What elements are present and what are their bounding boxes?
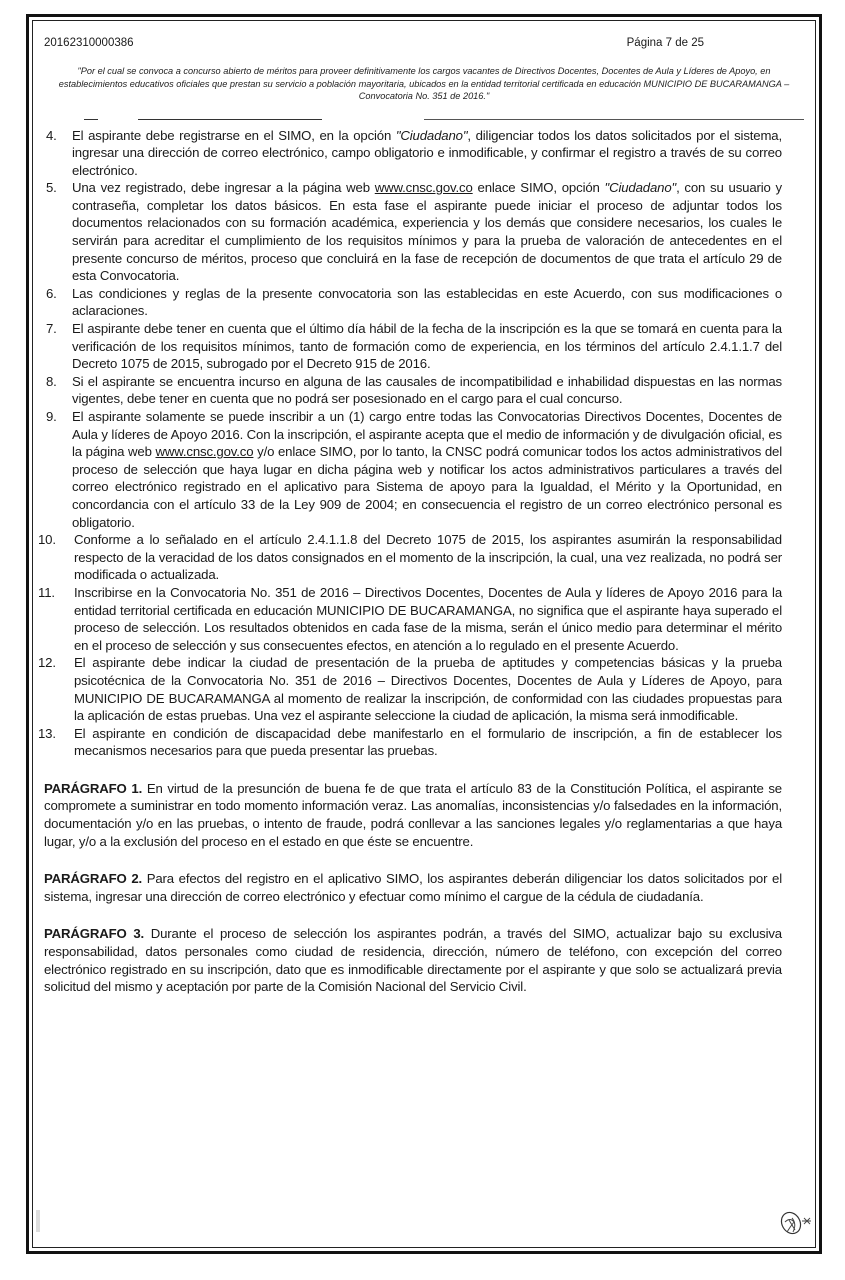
list-item (38, 531, 782, 584)
list-item-number: 5. (46, 180, 57, 196)
list-item (44, 373, 782, 408)
paragraph-3 (44, 925, 782, 995)
list-item (44, 320, 782, 373)
list-item-number: 4. (46, 127, 57, 143)
item-text: y/o enlace SIMO, por lo tanto, la CNSC podrá comunicar todos los actos administrativos del proceso de selección que haya lugar en dicha página web y notificar los actos administrativos particulares a través del correo electrónico registrado en el aplicativo para Sistema de apoyo para la Igualdad, el Mérito y la Oportunidad, en concordancia con el artículo 33 de la Ley 909 de 2004; en consecuencia el registro de un correo electrónico personal es obligatorio. (72, 444, 782, 530)
cnsc-website-link[interactable]: www.cnsc.gov.co (155, 444, 254, 460)
paragraph-label: PARÁGRAFO 2. (44, 871, 143, 887)
scan-margin-mark (36, 1210, 40, 1232)
item-text: Si el aspirante se encuentra incurso en alguna de las causales de incompatibilidad e inhabilidad dispuestas en las normas vigentes, debe tener en cuenta que no podrá ser posesionado en el cargo para el cual concurso. (72, 373, 782, 407)
paragraph-label: PARÁGRAFO 3. (44, 926, 145, 942)
list-item-number: 6. (46, 285, 57, 301)
list-item (44, 179, 782, 285)
numbered-list (38, 127, 804, 760)
item-text: Conforme a lo señalado en el artículo 2.4.1.1.8 del Decreto 1075 de 2015, los aspirantes asumirán la responsabilidad respecto de la veracidad de los datos consignados en el momento de la inscripción, la cual, una vez realizada, no podrá ser modificada o actualizada. (74, 532, 782, 583)
item-text: El aspirante debe registrarse en el SIMO, en la opción (72, 127, 396, 143)
paragraph-text: En virtud de la presunción de buena fe de que trata el artículo 83 de la Constitución Política, el aspirante se compromete a suministrar en todo momento información veraz. Las anomalías, inconsistencias y/o falsedades en la información, documentación y/o en las pruebas, o intento de fraude, podrá conllevar a las sanciones legales y/o reglamentarias a que haya lugar, y/o a la exclusión del proceso en el estado en que éste se encuentre. (44, 780, 782, 849)
list-item-number: 9. (46, 409, 57, 424)
cnsc-website-link[interactable]: www.cnsc.gov.co (374, 180, 473, 196)
document-page (38, 36, 804, 996)
list-item (38, 725, 782, 760)
item-text: Inscribirse en la Convocatoria No. 351 de 2016 – Directivos Docentes, Docentes de Aula y líderes de Apoyo 2016 para la entidad territorial certificada en educación MUNICIPIO DE BUCARAMANGA, no significa que el aspirante haya superado el proceso de selección. Los resultados obtenidos en cada fase de la misma, serán el único medio para determinar el mérito en el proceso de selección y sus consecuentes efectos, en atención a lo regulado en el presente Acuerdo. (74, 584, 782, 653)
header-separator (44, 115, 804, 123)
item-text: Una vez registrado, debe ingresar a la página web (72, 180, 375, 196)
item-text-italic: "Ciudadano" (604, 180, 677, 196)
list-item (38, 584, 782, 654)
item-text: El aspirante debe tener en cuenta que el último día hábil de la fecha de la inscripción es la que se tomará en cuenta para la verificación de los requisitos mínimos, tanto de formación como de experiencia, en los términos del artículo 2.4.1.1.7 del Decreto 1075 de 2015, subrogado por el Decreto 915 de 2016. (72, 321, 782, 372)
list-item-number: 12. (38, 655, 56, 671)
item-text: , con su usuario y contraseña, completar los datos básicos. En esta fase el aspirante puede iniciar el proceso de adjuntar todos los documentos relacionados con su formación académica, experiencia y los demás que considere necesarios, los cuales le servirán para acreditar el cumplimiento de los requisitos mínimos y para la prueba de valoración de antecedentes en el presente concurso de méritos, proceso que concluirá en la fase de recepción de documentos de que trata el artículo 29 de esta Convocatoria. (72, 180, 782, 284)
list-item-number: 8. (46, 373, 57, 389)
list-item-number: 7. (46, 321, 57, 337)
list-item-number: 11. (38, 584, 55, 600)
item-text: El aspirante debe indicar la ciudad de presentación de la prueba de aptitudes y competencias básicas y la prueba psicotécnica de la Convocatoria No. 351 de 2016 – Directivos Docentes, Docentes de Aula y Líderes de Apoyo, para MUNICIPIO DE BUCARAMANGA al momento de realizar la inscripción, de conformidad con las ciudades propuestas para la aplicación de estas pruebas. Una vez el aspirante seleccione la ciudad de aplicación, la misma será inmodificable. (74, 655, 782, 724)
item-text: , diligenciar todos los datos solicitados por el sistema, ingresar una dirección de correo electrónico, campo obligatorio e inmodificable, y confirmar el registro a través de su correo electrónico. (72, 127, 782, 178)
paragraph-2 (44, 870, 782, 905)
item-text: El aspirante en condición de discapacidad debe manifestarlo en el formulario de inscripción, a fin de establecer los mecanismos necesarios para que pueda presentar las pruebas. (74, 725, 782, 759)
page-number: Página 7 de 25 (626, 37, 704, 49)
list-item-number: 10. (38, 532, 56, 548)
paragraph-text: Durante el proceso de selección los aspirantes podrán, a través del SIMO, actualizar bajo su exclusiva responsabilidad, datos personales como ciudad de residencia, dirección, número de teléfono, con excepción del correo electrónico registrado en su inscripción, dato que es inmodificable directamente por el aspirante y que solo se actualizará previa solicitud del mismo y aceptación por parte de la Comisión Nacional del Servicio Civil. (44, 926, 782, 995)
item-text-italic: "Ciudadano" (395, 127, 468, 143)
paragraph-1 (44, 780, 782, 850)
item-text: enlace SIMO, opción (472, 180, 605, 196)
list-item (44, 285, 782, 320)
list-item (38, 654, 782, 724)
list-item (44, 127, 782, 180)
item-text: Las condiciones y reglas de la presente convocatoria son las establecidas en este Acuerdo, con sus modificaciones o aclaraciones. (72, 285, 782, 319)
paragraph-text: Para efectos del registro en el aplicativo SIMO, los aspirantes deberán diligenciar los datos solicitados por el sistema, ingresar una dirección de correo electrónico y efectuar como mínimo el cargue de la cédula de ciudadanía. (44, 871, 782, 904)
list-item (44, 408, 782, 531)
item-text: El aspirante solamente se puede inscribir a un (1) cargo entre todas las Convocatorias Directivos Docentes, Docentes de Aula y líderes de Apoyo 2016. Con la inscripción, el aspirante acepta que el medio de información y de divulgación oficial, es la página web (72, 409, 782, 460)
document-number: 20162310000386 (44, 37, 134, 49)
header-quote: "Por el cual se convoca a concurso abierto de méritos para proveer definitivamente los cargos vacantes de Directivos Docentes, Docentes de Aula y Líderes de Apoyo, en establecimientos educativos oficiales que prestan su servicio a población mayoritaria, ubicados en la entidad territorial certificada en educación MUNICIPIO DE BUCARAMANGA – Convocatoria No. 351 de 2016." (58, 66, 790, 101)
handwritten-initials-icon (778, 1208, 814, 1240)
list-item-number: 13. (38, 725, 56, 741)
paragraph-label: PARÁGRAFO 1. (44, 780, 143, 796)
page-header (44, 37, 804, 49)
